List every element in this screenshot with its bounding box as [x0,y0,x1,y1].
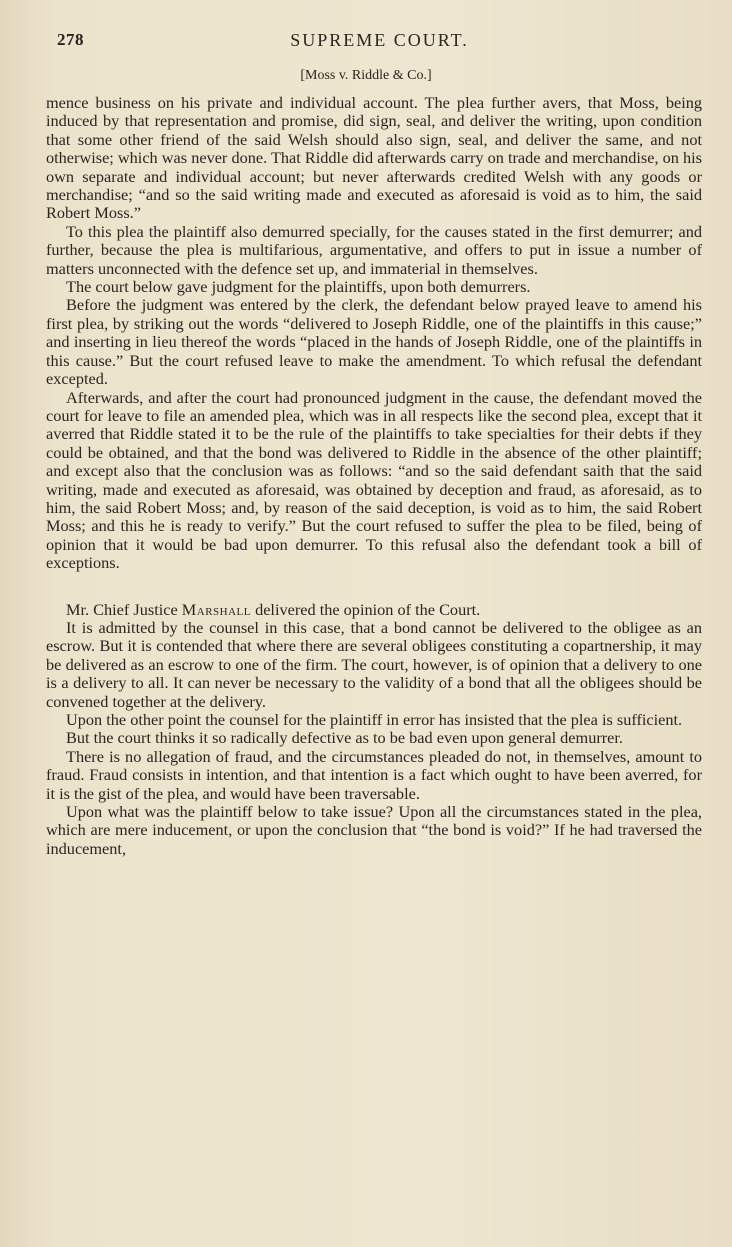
page-number: 278 [57,30,84,49]
section-gap [46,573,702,601]
opinion-paragraph: It is admitted by the counsel in this case, that a bond cannot be delivered to the obligee as an escrow. But it is contended that where there are several obligees constituting a copartnership, it may be delivered as an escrow to one of the firm. The court, however, is of opinion that a delivery to one is a delivery to all. It can never be necessary to the validity of a bond that all the obligees should be convened together at the delivery. [46,617,702,711]
opinion-paragraph: Upon the other point the counsel for the plaintiff in error has insisted that the plea is sufficient. [66,710,683,729]
opinion-paragraph: There is no allegation of fraud, and the circumstances pleaded do not, in themselves, amount to fraud. Fraud consists in intention, and that intention is a fact which ought to have been averred, for it is the gist of the plea, and would have been traversable. [46,746,702,803]
opinion-intro-after: delivered the opinion of the Court. [255,599,481,619]
running-head: SUPREME COURT. [290,30,469,50]
opinion-intro-before: Mr. Chief Justice [66,599,178,619]
paragraph: To this plea the plaintiff also demurred specially, for the causes stated in the first demurrer; and further, because the plea is multifarious, argumentative, and offers to put in issue a number of matters unconnected with the defence set up, and immaterial in themselves. [46,221,702,278]
page-header [57,30,702,60]
paragraph: Before the judgment was entered by the clerk, the defendant below prayed leave to amend his first plea, by striking out the words “delivered to Joseph Riddle, one of the plaintiffs in this cause;” and inserting in lieu thereof the words “placed in the hands of Joseph Riddle, one of the plaintiffs in this cause.” But the court refused leave to make the amendment. To which refusal the defendant excepted. [46,295,702,389]
opinion-intro [46,601,702,619]
paragraph: Afterwards, and after the court had pronounced judgment in the cause, the defendant moved the court for leave to file an amended plea, which was in all respects like the second plea, except that it averred that Riddle stated it to be the rule of the plaintiffs to take specialties for their debts if they could be obtained, and that the bond was delivered to Riddle in the absence of the other plaintiff; and except also that the conclusion was as follows: “and so the said defendant saith that the said writing, made and executed as aforesaid, was obtained by deception and fraud, as aforesaid, as to him, the said Robert Moss; and, by reason of the said deception, is void as to him, the said Robert Moss; and this he is ready to verify.” But the court refused to suffer the plea to be filed, being of opinion that it would be bad upon demurrer. To this refusal also the defendant took a bill of exceptions. [46,387,702,573]
opinion-paragraph: But the court thinks it so radically defective as to be bad even upon general demurrer. [66,728,623,748]
page-body [46,94,702,858]
paragraph: mence business on his private and individual account. The plea further avers, that Moss, being induced by that representation and promise, did sign, seal, and deliver the writing, upon condition that some other friend of the said Welsh should also sign, seal, and deliver the same, and not otherwise; which was never done. That Riddle did afterwards carry on trade and merchandise, on his own separate and individual account; but never afterwards credited Welsh with any goods or merchandise; “and so the said writing made and executed as aforesaid is void as to him, the said Robert Moss.” [46,93,702,223]
opinion-paragraph: Upon what was the plaintiff below to take issue? Upon all the circumstances stated in the plea, which are mere inducement, or upon the conclusion that “the bond is void?” If he had traversed the inducement, [46,802,702,858]
case-reference: [Moss v. Riddle & Co.] [300,68,432,83]
paragraph: The court below gave judgment for the plaintiffs, upon both demurrers. [66,277,531,297]
justice-name: Marshall [181,599,251,619]
